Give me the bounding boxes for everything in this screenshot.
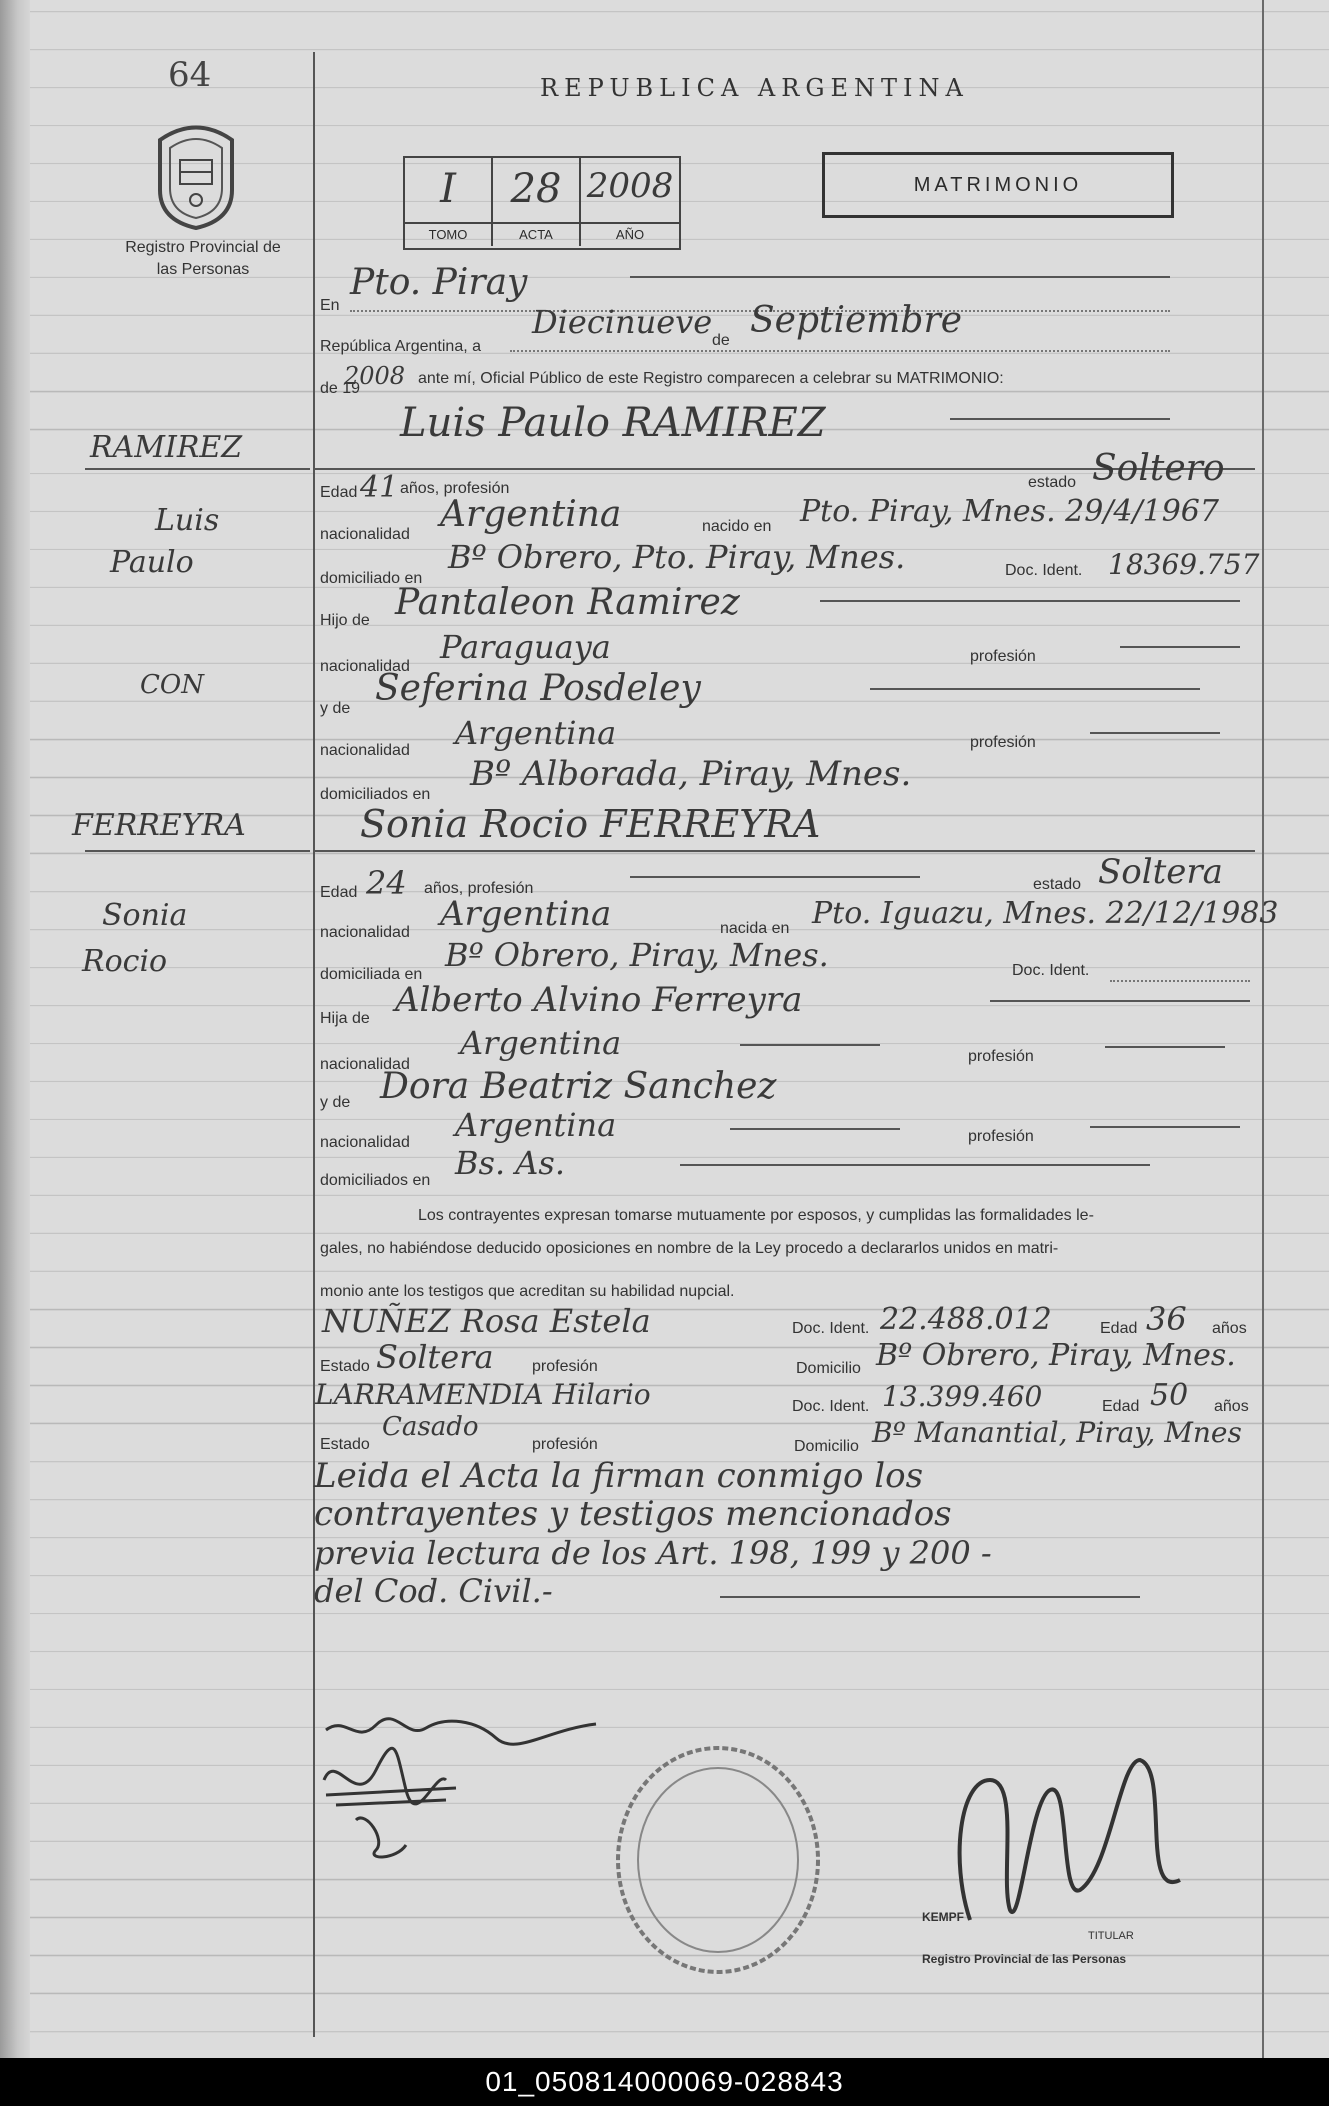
year-value: 2008: [344, 362, 406, 390]
witness1-edad: 36: [1146, 1300, 1187, 1338]
bride-margin-second: Rocio: [82, 944, 168, 979]
bride-father-nac-label: nacionalidad: [320, 1056, 410, 1073]
con-separator: CON: [140, 670, 204, 700]
witness1-estado-label: Estado: [320, 1358, 370, 1375]
official-signature-icon: [940, 1740, 1200, 1940]
page-number: 64: [168, 55, 212, 95]
witness1-name: NUÑEZ Rosa Estela: [322, 1302, 651, 1340]
bride-mother-nac: Argentina: [455, 1106, 617, 1144]
groom-nacionalidad-label: nacionalidad: [320, 526, 410, 543]
witness1-anos-label: años: [1212, 1320, 1247, 1337]
anio-value: 2008: [586, 166, 674, 206]
document-id-footer: 01_050814000069-028843: [0, 2058, 1329, 2106]
republica-label: República Argentina, a: [320, 338, 481, 355]
bride-father-nac: Argentina: [460, 1024, 622, 1062]
act-type-box: MATRIMONIO: [822, 152, 1174, 218]
bride-domiciliada-label: domiciliada en: [320, 966, 423, 983]
witness2-edad-label: Edad: [1102, 1398, 1140, 1415]
groom-doc: 18369.757: [1108, 548, 1260, 581]
witness1-edad-label: Edad: [1100, 1320, 1138, 1337]
tomo-label: TOMO: [405, 222, 491, 246]
official-stamp-line3: Registro Provincial de las Personas: [922, 1952, 1127, 1966]
declaration-line3: monio ante los testigos que acreditan su habilidad nupcial.: [320, 1283, 735, 1300]
bride-margin-first: Sonia: [102, 898, 188, 933]
bride-hija-label: Hija de: [320, 1010, 370, 1027]
place-value: Pto. Piray: [350, 262, 528, 303]
bride-father-prof-label: profesión: [968, 1048, 1034, 1065]
bride-estado: Soltera: [1098, 852, 1223, 892]
anio-label: AÑO: [581, 222, 679, 246]
groom-estado: Soltero: [1092, 448, 1225, 489]
witness2-anos-label: años: [1214, 1398, 1249, 1415]
witness1-doc-label: Doc. Ident.: [792, 1320, 870, 1337]
tomo-value: I: [440, 166, 456, 212]
groom-yde-label: y de: [320, 700, 351, 717]
groom-nacido: Pto. Piray, Mnes. 29/4/1967: [800, 494, 1219, 529]
witness1-domicilio: Bº Obrero, Piray, Mnes.: [876, 1338, 1236, 1373]
closing-line4: del Cod. Civil.-: [314, 1572, 553, 1610]
bride-edad: 24: [366, 864, 407, 902]
bride-mother: Dora Beatriz Sanchez: [380, 1066, 777, 1107]
bride-doc-label: Doc. Ident.: [1012, 962, 1090, 979]
bride-yde-label: y de: [320, 1094, 351, 1111]
witness1-estado: Soltera: [376, 1338, 494, 1376]
book-binding: [0, 0, 30, 2058]
groom-edad-label: Edad: [320, 484, 358, 501]
witness2-estado: Casado: [382, 1412, 479, 1442]
country-heading: REPUBLICA ARGENTINA: [540, 74, 969, 102]
acta-value: 28: [510, 166, 562, 212]
groom-hijo-label: Hijo de: [320, 612, 370, 629]
bride-domiciliados-label: domiciliados en: [320, 1172, 431, 1189]
bride-estado-label: estado: [1033, 876, 1082, 893]
de19-label: de 19: [320, 380, 361, 397]
groom-full-name: Luis Paulo RAMIREZ: [400, 400, 826, 446]
witness1-doc: 22.488.012: [880, 1302, 1052, 1337]
groom-mother-nac: Argentina: [455, 714, 617, 752]
bride-parents-dom: Bs. As.: [455, 1144, 565, 1182]
witness2-domicilio: Bº Manantial, Piray, Mnes: [872, 1416, 1242, 1449]
acta-label: ACTA: [493, 222, 579, 246]
registry-name: Registro Provincial de las Personas: [125, 239, 281, 278]
groom-margin-second: Paulo: [110, 545, 194, 580]
bride-edad-label: Edad: [320, 884, 358, 901]
groom-domiciliado-label: domiciliado en: [320, 570, 423, 587]
groom-father-prof-label: profesión: [970, 648, 1036, 665]
witness1-profesion-label: profesión: [532, 1358, 598, 1375]
bride-nacionalidad: Argentina: [440, 894, 612, 934]
act-number-box: [403, 156, 681, 250]
provincial-seal-icon: [150, 120, 242, 230]
groom-mother-prof-label: profesión: [970, 734, 1036, 751]
official-round-stamp-icon: [608, 1740, 828, 1980]
declaration-line1: Los contrayentes expresan tomarse mutuamente por esposos, y cumplidas las formalidades le-: [418, 1207, 1094, 1224]
bride-mother-prof-label: profesión: [968, 1128, 1034, 1145]
closing-line3: previa lectura de los Art. 198, 199 y 200 -: [314, 1534, 992, 1572]
witness1-domicilio-label: Domicilio: [796, 1360, 861, 1377]
groom-anos-profesion-label: años, profesión: [400, 480, 510, 497]
official-stamp-line1: KEMPF: [922, 1910, 964, 1924]
bride-nacionalidad-label: nacionalidad: [320, 924, 410, 941]
witness2-edad: 50: [1150, 1378, 1189, 1413]
comparecen-text: ante mí, Oficial Público de este Registro comparecen a celebrar su MATRIMONIO:: [418, 370, 1004, 387]
groom-domicilio: Bº Obrero, Pto. Piray, Mnes.: [448, 538, 906, 576]
de-label: de: [712, 332, 730, 349]
witness2-estado-label: Estado: [320, 1436, 370, 1453]
witness2-domicilio-label: Domicilio: [794, 1438, 859, 1455]
closing-line1: Leida el Acta la firman conmigo los: [314, 1456, 924, 1496]
official-stamp-line2: TITULAR: [1088, 1930, 1134, 1942]
bride-nacida-label: nacida en: [720, 920, 790, 937]
groom-margin-first: Luis: [155, 503, 220, 538]
groom-edad: 41: [360, 470, 399, 505]
en-label: En: [320, 297, 340, 314]
groom-nacido-label: nacido en: [702, 518, 772, 535]
groom-mother-nac-label: nacionalidad: [320, 742, 410, 759]
groom-nacionalidad: Argentina: [440, 494, 622, 535]
bride-margin-surname: FERREYRA: [72, 808, 246, 843]
groom-margin-surname: RAMIREZ: [90, 430, 243, 465]
month-value: Septiembre: [750, 300, 962, 341]
declaration-line2: gales, no habiéndose deducido oposiciones en nombre de la Ley procedo a declararlos unidos en matri-: [320, 1240, 1059, 1257]
bride-anos-profesion-label: años, profesión: [424, 880, 534, 897]
witness2-name: LARRAMENDIA Hilario: [315, 1378, 651, 1411]
bride-full-name: Sonia Rocio FERREYRA: [360, 802, 821, 846]
contrayentes-signatures-icon: [316, 1710, 616, 1870]
day-value: Diecinueve: [532, 303, 713, 341]
right-border: [1262, 0, 1264, 2058]
groom-father-nac-label: nacionalidad: [320, 658, 410, 675]
witness2-doc: 13.399.460: [882, 1380, 1043, 1413]
witness2-profesion-label: profesión: [532, 1436, 598, 1453]
groom-mother: Seferina Posdeley: [375, 668, 701, 709]
groom-doc-label: Doc. Ident.: [1005, 562, 1083, 579]
groom-father: Pantaleon Ramirez: [395, 582, 740, 623]
bride-nacida: Pto. Iguazu, Mnes. 22/12/1983: [812, 896, 1279, 931]
groom-estado-label: estado: [1028, 474, 1077, 491]
witness2-doc-label: Doc. Ident.: [792, 1398, 870, 1415]
bride-mother-nac-label: nacionalidad: [320, 1134, 410, 1151]
bride-domicilio: Bº Obrero, Piray, Mnes.: [445, 936, 829, 974]
margin-divider: [313, 52, 315, 2037]
groom-domiciliados-label: domiciliados en: [320, 786, 431, 803]
groom-father-nac: Paraguaya: [440, 628, 611, 666]
bride-father: Alberto Alvino Ferreyra: [395, 980, 803, 1020]
closing-line2: contrayentes y testigos mencionados: [314, 1494, 952, 1534]
groom-parents-dom: Bº Alborada, Piray, Mnes.: [470, 754, 912, 794]
